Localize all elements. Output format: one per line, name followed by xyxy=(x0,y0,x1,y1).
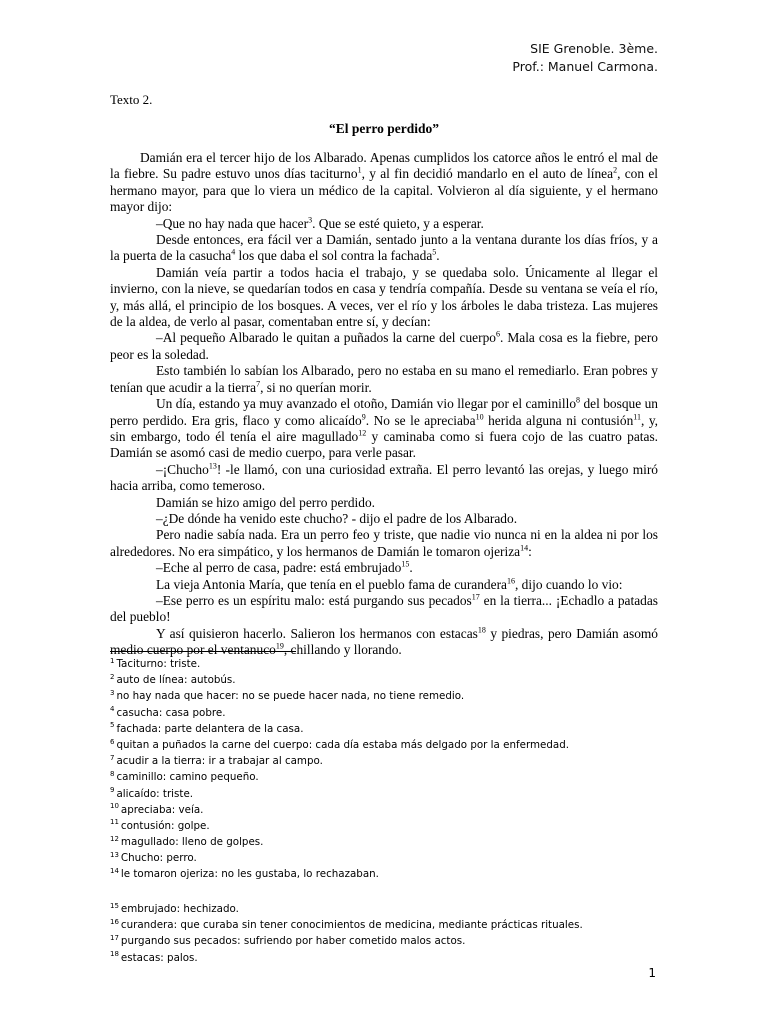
paragraph-text: –¡Chucho xyxy=(156,461,209,477)
story-paragraph xyxy=(110,560,658,576)
story-title: “El perro perdido” xyxy=(328,121,439,136)
footnote-item xyxy=(110,753,670,769)
footnote-item xyxy=(110,656,670,672)
paragraph-text: . Que se esté quieto, y a esperar. xyxy=(312,215,484,231)
footnote-reference: 16 xyxy=(506,576,515,586)
page-number: 1 xyxy=(648,966,656,980)
story-paragraph xyxy=(110,577,658,593)
paragraph-text: , con el hermano mayor, para que lo viera un médico de la capital. Volvieron al día siguiente, y el hermano mayor dijo: xyxy=(110,166,659,215)
footnote-text: Taciturno: triste. xyxy=(116,658,201,670)
footnote-text: le tomaron ojeriza: no les gustaba, lo rechazaban. xyxy=(120,868,379,881)
paragraph-text: –Eche al perro de casa, padre: está embrujado xyxy=(156,560,402,576)
paragraph-text: . No se le apreciaba xyxy=(365,412,476,428)
footnotes-list-2 xyxy=(110,901,670,966)
paragraph-text: en la tierra... ¡Echadlo a patadas del pueblo! xyxy=(110,592,659,625)
header-teacher-line: Prof.: Manuel Carmona. xyxy=(512,59,658,74)
footnote-item xyxy=(110,672,670,688)
story-paragraph xyxy=(110,330,658,363)
story-paragraph xyxy=(110,396,658,462)
paragraph-text: del bosque un perro perdido. Era gris, flaco y como alicaído xyxy=(110,396,658,428)
footnote-number: 11 xyxy=(110,818,119,827)
footnote-reference: 13 xyxy=(208,461,217,471)
footnote-text: alicaído: triste. xyxy=(116,787,194,800)
footnote-item xyxy=(110,901,670,917)
footnote-text: caminillo: camino pequeño. xyxy=(116,771,259,784)
footnote-text: magullado: lleno de golpes. xyxy=(120,836,264,849)
footnote-text: casucha: casa pobre. xyxy=(116,706,226,719)
footnote-item xyxy=(110,802,670,818)
paragraph-text: Y así quisieron hacerlo. Salieron los hermanos con estacas xyxy=(156,625,478,641)
story-paragraph xyxy=(110,495,658,511)
footnote-item xyxy=(110,850,670,866)
page-header xyxy=(512,40,658,76)
footnote-item xyxy=(110,705,670,721)
paragraph-text: , si no querían morir. xyxy=(260,379,372,395)
footnote-reference: 6 xyxy=(495,330,500,339)
paragraph-text: Desde entonces, era fácil ver a Damián, sentado junto a la ventana durante los días fríos, y a la puerta de la casucha xyxy=(110,232,658,264)
footnote-number: 16 xyxy=(110,917,119,926)
footnote-text: auto de línea: autobús. xyxy=(116,674,236,687)
footnotes-list-1 xyxy=(110,656,670,883)
footnote-number: 8 xyxy=(110,769,115,778)
footnote-number: 13 xyxy=(110,850,119,859)
footnote-item xyxy=(110,688,670,704)
footnote-reference: 3 xyxy=(308,215,313,225)
paragraph-text: y piedras, pero Damián asomó medio cuerpo por el ventanuco xyxy=(110,625,658,658)
footnote-number: 2 xyxy=(110,672,115,681)
footnote-number: 17 xyxy=(110,933,119,942)
footnote-reference: 5 xyxy=(432,247,437,257)
footnote-text: Chucho: perro. xyxy=(120,852,197,865)
footnote-number: 6 xyxy=(110,737,115,746)
footnote-text: curandera: que curaba sin tener conocimientos de medicina, mediante prácticas rituales. xyxy=(120,919,583,932)
paragraph-text: , chillando y llorando. xyxy=(283,642,402,658)
paragraph-text: Un día, estando ya muy avanzado el otoño, Damián vio llegar por el caminillo xyxy=(156,396,577,412)
paragraph-text: y caminaba como si fuera cojo de las cuatro patas. Damián se asomó casi de medio cuerpo, para verle pasar. xyxy=(110,428,659,461)
paragraph-text: –¿De dónde ha venido este chucho? - dijo el padre de los Albarado. xyxy=(156,510,518,526)
footnote-reference: 19 xyxy=(275,641,284,651)
footnote-item xyxy=(110,721,670,737)
footnote-reference: 11 xyxy=(633,412,641,422)
footnote-number: 12 xyxy=(110,834,119,843)
story-body xyxy=(110,150,658,659)
footnote-text: contusión: golpe. xyxy=(120,819,210,832)
footnote-reference: 18 xyxy=(477,625,486,635)
paragraph-text: Damián veía partir a todos hacia el trabajo, y se quedaba solo. Únicamente al llegar el invierno, con la nieve, se quedarían todos en casa y tendría compañía. Desde su ventana se veía el río, y, más allá, el principio de los bosques. A veces, ver el río y los árboles le daba tristeza. Las mujeres de la aldea, de verlo al pasar, comentaban entre sí, y decían: xyxy=(110,264,658,330)
paragraph-text: herida alguna ni contusión xyxy=(483,412,634,428)
paragraph-text: . xyxy=(436,248,440,264)
text-label: Texto 2. xyxy=(110,92,153,107)
story-paragraph xyxy=(110,216,658,232)
paragraph-text: La vieja Antonia María, que tenía en el pueblo fama de curandera xyxy=(156,576,507,592)
paragraph-text: : xyxy=(528,543,532,559)
story-paragraph xyxy=(110,232,658,265)
story-paragraph xyxy=(110,150,658,216)
footnote-text: embrujado: hechizado. xyxy=(120,903,239,915)
footnote-text: fachada: parte delantera de la casa. xyxy=(116,722,304,735)
footnote-reference: 8 xyxy=(576,395,581,405)
paragraph-text: Damián era el tercer hijo de los Albarado. Apenas cumplidos los catorce años le entró el mal de la fiebre. Su padre estuvo unos días taciturno xyxy=(110,150,658,182)
footnote-reference: 1 xyxy=(357,165,362,175)
paragraph-text: , y al fin decidió mandarlo en el auto de línea xyxy=(361,166,614,182)
footnote-number: 7 xyxy=(110,753,115,762)
footnote-reference: 4 xyxy=(231,247,236,257)
footnote-reference: 7 xyxy=(256,379,261,389)
story-paragraph xyxy=(110,511,658,527)
footnote-text: purgando sus pecados: sufriendo por haber cometido malos actos. xyxy=(120,935,466,948)
paragraph-text: ! -le llamó, con una curiosidad extraña. El perro levantó las orejas, y luego miró hacia arriba, como temeroso. xyxy=(110,461,658,494)
footnote-item xyxy=(110,866,670,882)
paragraph-text: , dijo cuando lo vio: xyxy=(514,576,623,592)
footnote-item xyxy=(110,933,670,949)
footnote-text: apreciaba: veía. xyxy=(120,803,204,816)
footnote-item xyxy=(110,834,670,850)
footnote-number: 9 xyxy=(110,786,115,795)
footnote-item xyxy=(110,737,670,753)
paragraph-text: –Que no hay nada que hacer xyxy=(156,215,309,231)
paragraph-text: . Mala cosa es la fiebre, pero peor es la soledad. xyxy=(110,330,658,362)
footnote-number: 4 xyxy=(110,705,115,714)
footnote-item xyxy=(110,917,670,933)
header-school-line: SIE Grenoble. 3ème. xyxy=(530,41,658,56)
footnote-reference: 2 xyxy=(613,165,618,175)
footnote-text: acudir a la tierra: ir a trabajar al campo. xyxy=(116,755,323,768)
footnote-number: 3 xyxy=(110,688,115,697)
footnote-number: 5 xyxy=(110,721,115,730)
footnote-number: 10 xyxy=(110,802,119,811)
footnote-item xyxy=(110,769,670,785)
story-paragraph xyxy=(110,265,658,331)
footnote-text: no hay nada que hacer: no se puede hacer nada, no tiene remedio. xyxy=(116,690,465,703)
footnote-reference: 12 xyxy=(358,428,367,438)
footnote-item xyxy=(110,818,670,834)
footnote-number: 1 xyxy=(110,656,115,665)
footnote-text: quitan a puñados la carne del cuerpo: cada día estaba más delgado por la enfermedad. xyxy=(116,738,570,751)
footnote-number: 15 xyxy=(110,901,119,910)
footnote-text: estacas: palos. xyxy=(120,951,198,964)
story-paragraph xyxy=(110,527,658,560)
footnote-reference: 15 xyxy=(401,559,410,569)
paragraph-text: . xyxy=(409,560,413,576)
paragraph-text: Esto también lo sabían los Albarado, pero no estaba en su mano el remediarlo. Eran pobres y tenían que acudir a la tierra xyxy=(110,363,658,395)
story-paragraph xyxy=(110,462,658,495)
footnote-reference: 10 xyxy=(475,412,484,422)
footnote-reference: 14 xyxy=(520,543,529,553)
footnote-separator xyxy=(110,651,296,652)
footnote-item xyxy=(110,786,670,802)
footnote-reference: 17 xyxy=(471,592,480,602)
footnote-item xyxy=(110,950,670,966)
story-paragraph xyxy=(110,593,658,626)
paragraph-text: –Ese perro es un espíritu malo: está purgando sus pecados xyxy=(156,592,472,608)
footnote-number: 14 xyxy=(110,867,119,876)
story-paragraph xyxy=(110,363,658,396)
paragraph-text: , y, sin embargo, todo él tenía el aire magullado xyxy=(110,412,659,444)
story-paragraph xyxy=(110,626,658,659)
paragraph-text: Pero nadie sabía nada. Era un perro feo y triste, que nadie vio nunca ni en la aldea ni por los alrededores. No era simpático, y los hermanos de Damián le tomaron ojeriza xyxy=(110,527,658,559)
paragraph-text: los que daba el sol contra la fachada xyxy=(235,248,433,264)
footnote-number: 18 xyxy=(110,950,119,959)
paragraph-text: Damián se hizo amigo del perro perdido. xyxy=(156,494,376,510)
paragraph-text: –Al pequeño Albarado le quitan a puñados la carne del cuerpo xyxy=(156,330,496,346)
footnote-reference: 9 xyxy=(361,412,366,422)
